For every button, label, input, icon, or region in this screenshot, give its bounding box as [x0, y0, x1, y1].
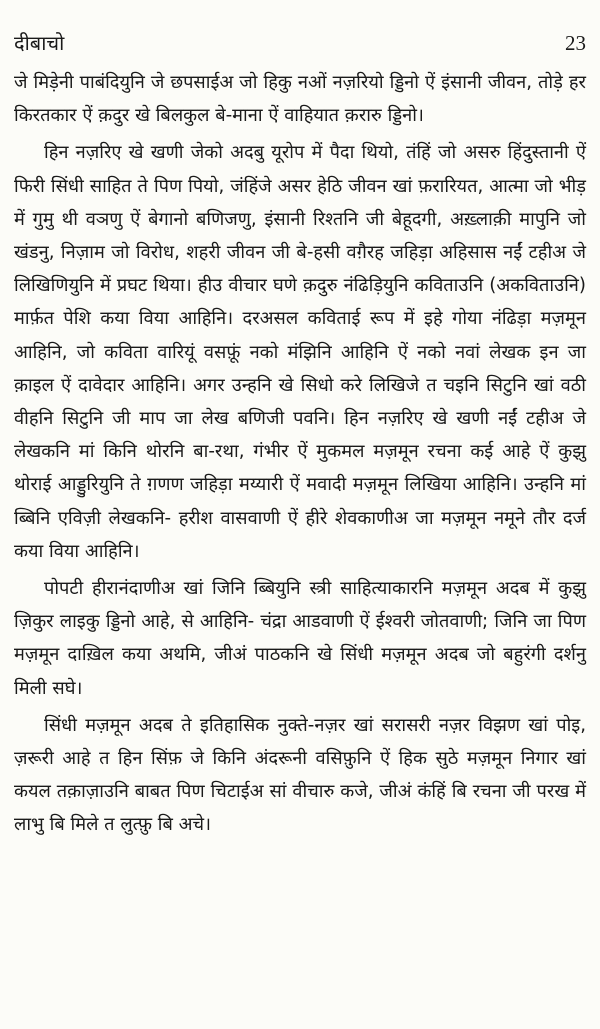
paragraph-3: पोपटी हीरानंदाणीअ खां जिनि ब्बियुनि स्त्री साहित्याकारनि मज़मून अदब में कुझु ज़िकुर लाइकु ड्डिनो आहे, से आहिनि- चंद्रा आडवाणी ऐं ईश्वरी जोतवाणी; जिनि जा पिण मज़मून दाख़िल कया अथमि, जीअं पाठकनि खे सिंधी मज़मून अदब जो बहुरंगी दर्शनु मिली सघे। — [14, 578, 586, 699]
running-head — [14, 28, 586, 58]
paragraph-2: हिन नज़रिए खे खणी जेको अदबु यूरोप में पैदा थियो, तंहिं जो असरु हिंदुस्तानी ऐं फिरी सिंधी साहित ते पिण पियो, जंहिंजे असर हेठि जीवन खां फ़रारियत, आत्मा जो भीड़ में गुमु थी वञणु ऐं बेगानो बणिजणु, इंसानी रिश्तनि जी बेहूदगी, अख़्लाक़ी मापुनि जो खंडनु, निज़ाम जो विरोध, शहरी जीवन जी बे-हसी वग़ैरह जहिड़ा अहिसास नईं टहीअ जे लिखिणियुनि में प्रघट थिया। हीउ वीचार घणे क़दुरु नंढिड़ियुनि कविताउनि (अकविताउनि) मार्फ़त पेशि कया विया आहिनि। दरअसल कविताई रूप में इहे गोया नंढिड़ा मज़मून आहिनि, जो कविता वारियूं वसफ़ूं नको मंझिनि आहिनि ऐं नको नवां लेखक इन जा क़ाइल ऐं दावेदार आहिनि। अगर उन्हनि खे सिधो करे लिखिजे त चइनि सिटुनि खां वठी वीहनि सिटुनि जी माप जा लेख बणिजी पवनि। हिन नज़रिए खे खणी नईं टहीअ जे लेखकनि मां किनि थोरनि बा-रथा, गंभीर ऐं मुकमल मज़मून रचना कई आहे ऐं कुझु थोराई आड्डुरियुनि ते ग़णण जहिड़ा मय्यारी ऐं मवादी मज़मून लिखिया आहिनि। उन्हनि मां ब्बिनि एविज़ी लेखकनि- हरीश वासवाणी ऐं हीरे शेवकाणीअ जा मज़मून नमूने तौर दर्ज कया विया आहिनि। — [14, 142, 586, 562]
body-text — [14, 66, 586, 846]
running-title: दीबाचो — [14, 31, 65, 55]
page-number: 23 — [565, 31, 586, 55]
paragraph-4: सिंधी मज़मून अदब ते इतिहासिक नुक्ते-नज़र खां सरासरी नज़र विझण खां पोइ, ज़रूरी आहे त हिन सिंफ़ जे किनि अंदरूनी वसिफ़ुनि ऐं हिक सुठे मज़मून निगार खां कयल तक़ाज़ाउनि बाबत पिण चिटाईअ सां वीचारु कजे, जीअं कंहिं बि रचना जी परख में लाभु बि मिले त लुत्फ़ु बि अचे। — [14, 714, 586, 836]
paragraph-1: जे मिड़ेनी पाबंदियुनि जे छपसाईअ जो हिकु नओं नज़रियो ड्डिनो ऐं इंसानी जीवन, तोड़े हर किरतकार ऐं क़दुर खे बिलकुल बे-माना ऐं वाहियात क़रारु ड्डिनो। — [14, 72, 586, 127]
